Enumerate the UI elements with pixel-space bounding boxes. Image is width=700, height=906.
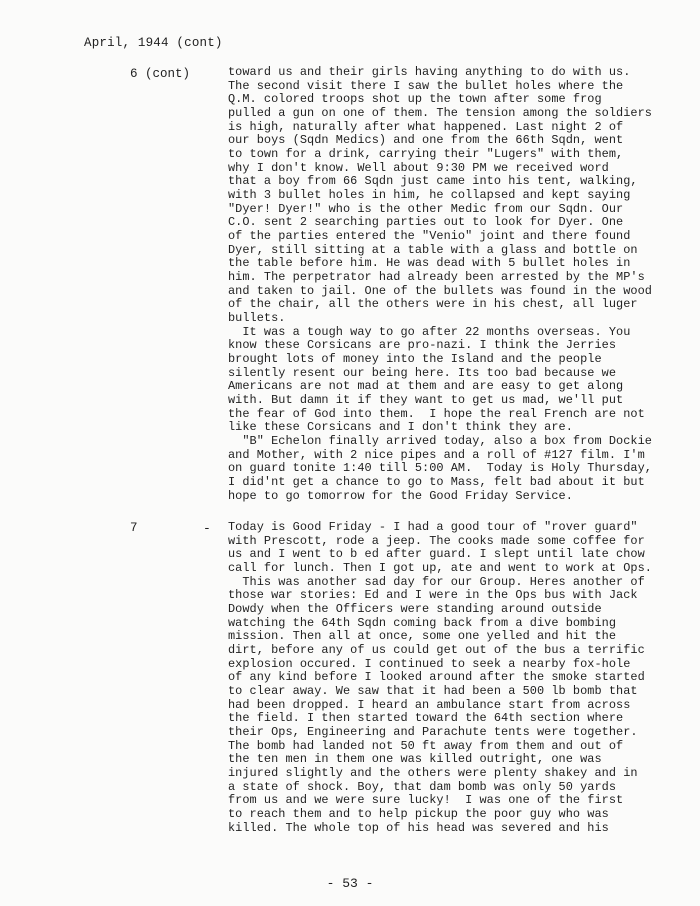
text-line: It was a tough way to go after 22 months overseas. You xyxy=(228,324,631,339)
text-line: to reach them and to help pickup the poor guy who was xyxy=(228,807,609,822)
text-line: our boys (Sqdn Medics) and one from the 66th Sqdn, went xyxy=(228,133,624,148)
entry-date-label: 6 (cont) xyxy=(130,67,191,81)
text-line: him. The perpetrator had already been arrested by the MP's xyxy=(228,270,645,285)
text-line: Americans are not mad at them and are easy to get along xyxy=(228,379,624,394)
text-line: hope to go tomorrow for the Good Friday Service. xyxy=(228,488,573,503)
text-line: and taken to jail. One of the bullets was found in the wood xyxy=(228,283,652,298)
text-line: of the parties entered the "Venio" joint and there found xyxy=(228,229,631,244)
text-line: with Prescott, rode a jeep. The cooks made some coffee for xyxy=(228,533,645,548)
text-line: like these Corsicans and I don't think they are. xyxy=(228,420,573,435)
text-line: to town for a drink, carrying their "Lugers" with them, xyxy=(228,147,624,162)
text-line: Q.M. colored troops shot up the town after some frog xyxy=(228,92,602,107)
text-line: bullets. xyxy=(228,311,286,326)
text-line: dirt, before any of us could get out of the bus a terrific xyxy=(228,643,645,658)
entry-body xyxy=(228,520,652,835)
text-line: Dyer, still sitting at a table with a glass and bottle on xyxy=(228,242,638,257)
text-line: "B" Echelon finally arrived today, also a box from Dockie xyxy=(228,434,652,449)
entry-dash: - xyxy=(203,521,211,536)
text-line: watching the 64th Sqdn coming back from a dive bombing xyxy=(228,615,617,630)
text-line: us and I went to b ed after guard. I slept until late chow xyxy=(228,547,645,562)
text-line: brought lots of money into the Island and the people xyxy=(228,352,602,367)
entry-body xyxy=(228,65,652,504)
text-line: killed. The whole top of his head was severed and his xyxy=(228,820,609,835)
text-line: injured slightly and the others were plenty shakey and in xyxy=(228,766,638,781)
text-line: is high, naturally after what happened. Last night 2 of xyxy=(228,119,624,134)
text-line: silently resent our being here. Its too bad because we xyxy=(228,365,617,380)
text-line: to clear away. We saw that it had been a 500 lb bomb that xyxy=(228,684,638,699)
text-line: C.O. sent 2 searching parties out to look for Dyer. One xyxy=(228,215,624,230)
text-line: mission. Then all at once, some one yelled and hit the xyxy=(228,629,617,644)
text-line: of the chair, all the others were in his chest, all luger xyxy=(228,297,638,312)
text-line: The second visit there I saw the bullet holes where the xyxy=(228,78,624,93)
text-line: Dowdy when the Officers were standing around outside xyxy=(228,602,602,617)
text-line: with. But damn it if they want to get us mad, we'll put xyxy=(228,393,624,408)
text-line: from us and we were sure lucky! I was one of the first xyxy=(228,793,624,808)
page-header: April, 1944 (cont) xyxy=(84,36,223,50)
text-line: on guard tonite 1:40 till 5:00 AM. Today is Holy Thursday, xyxy=(228,461,652,476)
text-line: that a boy from 66 Sqdn just came into his tent, walking, xyxy=(228,174,638,189)
text-line: toward us and their girls having anything to do with us. xyxy=(228,65,631,79)
text-line: call for lunch. Then I got up, ate and went to work at Ops. xyxy=(228,561,652,576)
text-line: the fear of God into them. I hope the real French are not xyxy=(228,406,645,421)
text-line: their Ops, Engineering and Parachute tents were together. xyxy=(228,725,638,740)
text-line: had been dropped. I heard an ambulance start from across xyxy=(228,697,631,712)
text-line: the ten men in them one was killed outright, one was xyxy=(228,752,602,767)
text-line: explosion occured. I continued to seek a nearby fox-hole xyxy=(228,656,631,671)
text-line: the table before him. He was dead with 5 bullet holes in xyxy=(228,256,631,271)
text-line: pulled a gun on one of them. The tension among the soldiers xyxy=(228,106,652,121)
text-line: "Dyer! Dyer!" who is the other Medic from our Sqdn. Our xyxy=(228,201,624,216)
text-line: a state of shock. Boy, that dam bomb was only 50 yards xyxy=(228,779,617,794)
text-line: why I don't know. Well about 9:30 PM we received word xyxy=(228,160,609,175)
text-line: know these Corsicans are pro-nazi. I think the Jerries xyxy=(228,338,617,353)
entry-date-label: 7 xyxy=(130,521,138,535)
text-line: and Mother, with 2 nice pipes and a roll of #127 film. I'm xyxy=(228,447,645,462)
text-line: I did'nt get a chance to go to Mass, felt bad about it but xyxy=(228,475,645,490)
text-line: of any kind before I looked around after the smoke started xyxy=(228,670,645,685)
page-number: - 53 - xyxy=(326,876,374,891)
text-line: with 3 bullet holes in him, he collapsed and kept saying xyxy=(228,188,631,203)
text-line: The bomb had landed not 50 ft away from them and out of xyxy=(228,738,624,753)
text-line: This was another sad day for our Group. Heres another of xyxy=(228,574,645,589)
text-line: the field. I then started toward the 64th section where xyxy=(228,711,624,726)
text-line: Today is Good Friday - I had a good tour of "rover guard" xyxy=(228,520,638,534)
text-line: those war stories: Ed and I were in the Ops bus with Jack xyxy=(228,588,638,603)
